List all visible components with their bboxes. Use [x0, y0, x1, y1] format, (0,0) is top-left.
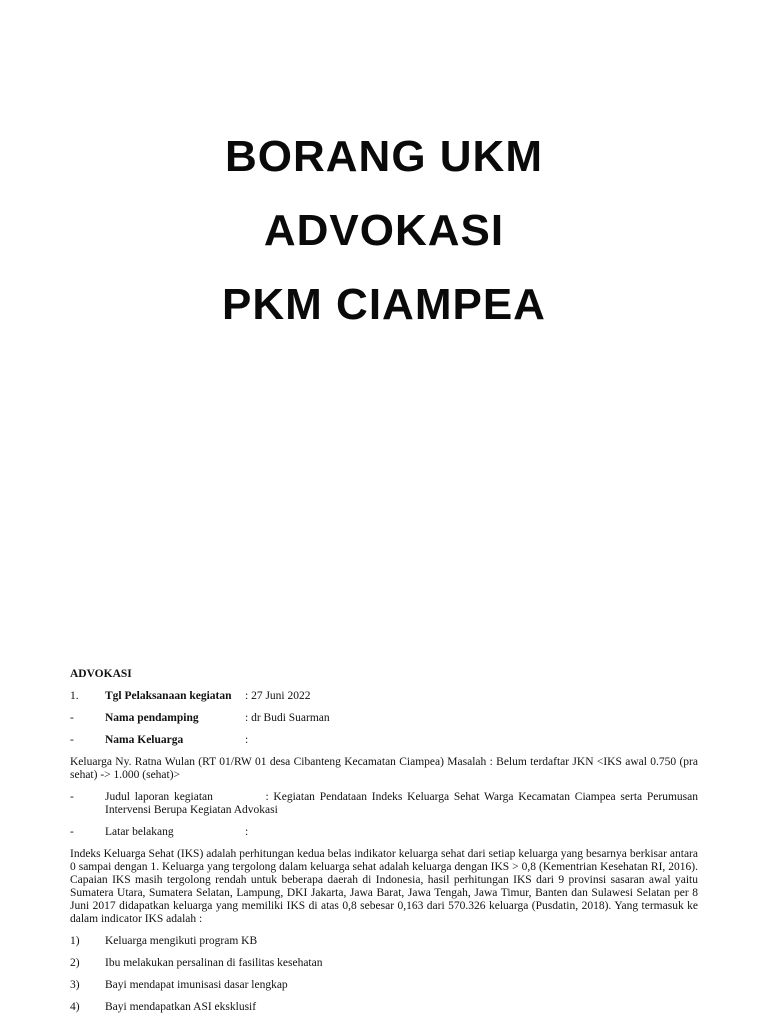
field-mark: - [70, 826, 74, 838]
list-item [70, 1001, 698, 1014]
list-item [70, 957, 698, 970]
list-text: Keluarga mengikuti program KB [105, 935, 258, 947]
list-number: 2) [70, 957, 80, 969]
field-value: : [245, 734, 249, 746]
keluarga-paragraph: Keluarga Ny. Ratna Wulan (RT 01/RW 01 desa Cibanteng Kecamatan Ciampea) Masalah : Belum terdaftar JKN <IKS awal 0.750 (pra sehat) -> 1.000 (sehat)> [70, 756, 698, 781]
document-title [0, 128, 768, 350]
list-item [70, 979, 698, 992]
field-mark: - [70, 791, 74, 803]
field-value: : dr Budi Suarman [245, 712, 330, 724]
title-line-1: BORANG UKM [225, 132, 543, 181]
list-number: 3) [70, 979, 80, 991]
section-heading: ADVOKASI [70, 668, 132, 680]
list-number: 4) [70, 1001, 80, 1013]
field-mark: - [70, 734, 74, 746]
field-row-judul [70, 791, 698, 817]
field-row-date [70, 690, 698, 703]
list-text: Ibu melakukan persalinan di fasilitas kesehatan [105, 957, 323, 969]
field-row-latar [70, 826, 698, 839]
field-label: Latar belakang [105, 826, 174, 838]
document-body [70, 668, 698, 1023]
field-label: Judul laporan kegiatan [105, 791, 213, 803]
title-line-3: PKM CIAMPEA [222, 280, 546, 329]
field-label: Nama pendamping [105, 712, 199, 724]
field-label: Nama Keluarga [105, 734, 184, 746]
field-value: : Kegiatan Pendataan Indeks Keluarga Sehat Warga Kecamatan Ciampea serta Perumusan Intervensi Berupa Kegiatan Advokasi [105, 791, 699, 816]
list-text: Bayi mendapatkan ASI eksklusif [105, 1001, 257, 1013]
field-value: : 27 Juni 2022 [245, 690, 311, 702]
field-mark: 1. [70, 690, 79, 702]
field-row-pendamping [70, 712, 698, 725]
field-label: Tgl Pelaksanaan kegiatan [105, 690, 232, 702]
list-text: Bayi mendapat imunisasi dasar lengkap [105, 979, 288, 991]
iks-paragraph: Indeks Keluarga Sehat (IKS) adalah perhitungan kedua belas indikator keluarga sehat dari setiap keluarga yang besarnya berkisar antara 0 sampai dengan 1. Keluarga yang tergolong dalam keluarga sehat adalah keluarga dengan IKS > 0,8 (Kementrian Kesehatan RI, 2016). Capaian IKS masih tergolong rendah untuk beberapa daerah di Indonesia, hasil perhitungan IKS dari 9 provinsi sasaran awal yaitu Sumatera Utara, Sumatera Selatan, Lampung, DKI Jakarta, Jawa Barat, Jawa Tengah, Jawa Timur, Banten dan Sulawesi Selatan per 8 Juni 2017 didapatkan keluarga yang memiliki IKS di atas 0,8 sebesar 0,163 dari 570.326 keluarga (Pusdatin, 2018). Yang termasuk ke dalam indicator IKS adalah : [70, 848, 698, 925]
field-value: : [245, 826, 249, 838]
field-mark: - [70, 712, 74, 724]
judul-text [105, 791, 698, 817]
field-row-keluarga [70, 734, 698, 747]
list-item [70, 935, 698, 948]
title-line-2: ADVOKASI [263, 206, 505, 255]
list-number: 1) [70, 935, 80, 947]
